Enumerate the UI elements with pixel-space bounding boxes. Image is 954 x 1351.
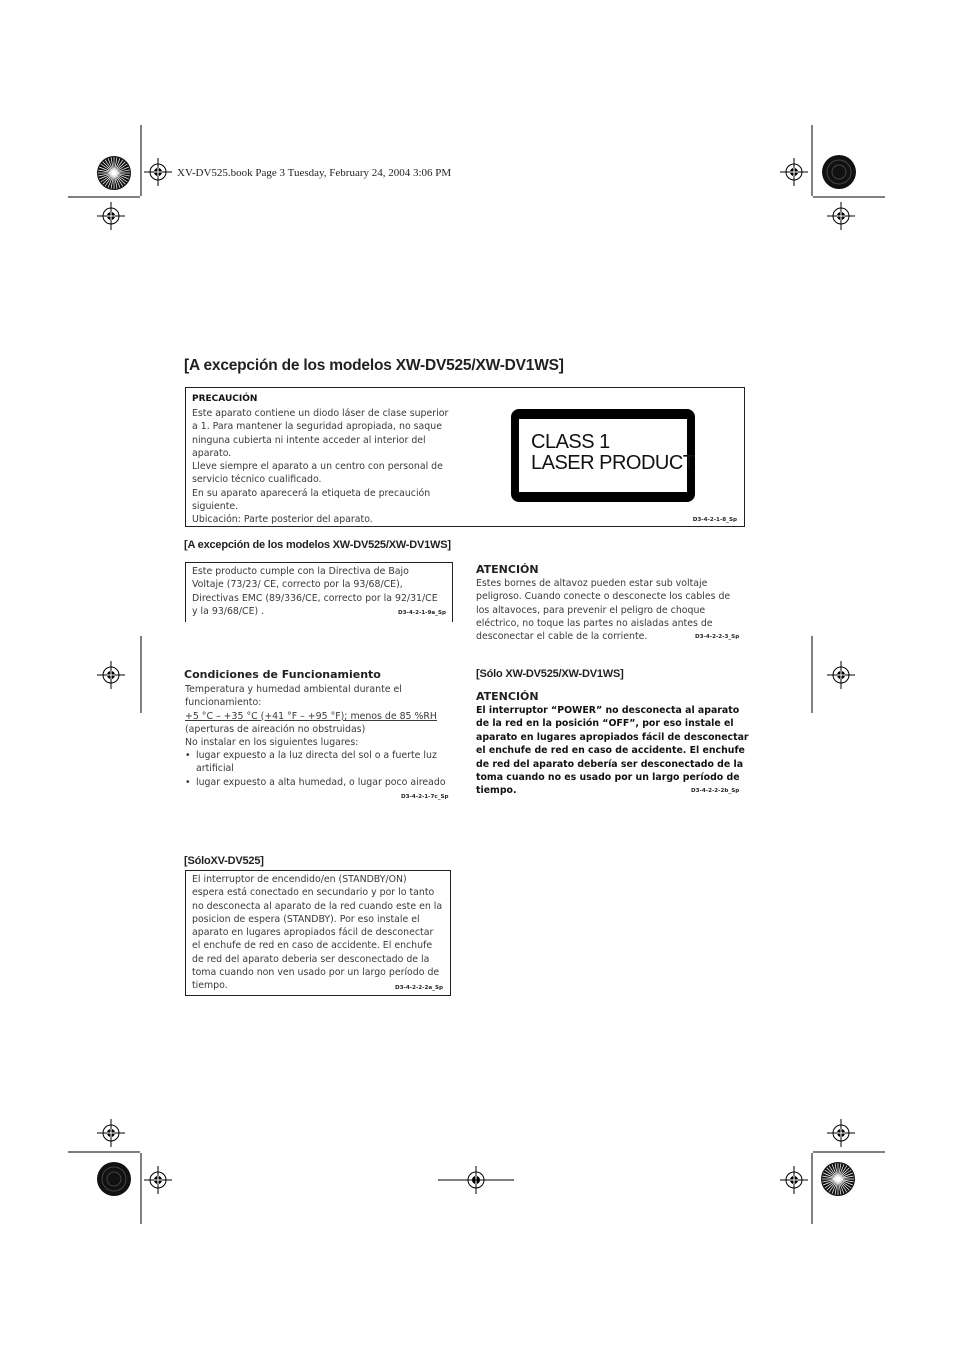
standby-title: [SóloXV-DV525] [184, 855, 264, 867]
precaution-line-8: siguiente. [192, 501, 239, 513]
precaution-text [192, 407, 448, 527]
atencion2-line-2: de la red en la posición “OFF”, por eso instale el [476, 718, 734, 730]
precaution-line-6: servicio técnico cualificado. [192, 474, 322, 486]
conditions-heading: Condiciones de Funcionamiento [184, 668, 381, 681]
atencion1-line-4: eléctrico, no toque las partes no aisladas antes de [476, 617, 713, 629]
precaution-line-1: Este aparato contiene un diodo láser de clase superior [192, 408, 449, 419]
bullet-text: lugar expuesto a la luz directa del sol o a fuerte luz [196, 750, 437, 761]
atencion1-line-2: peligroso. Cuando conecte o desconecte los cables de [476, 591, 731, 603]
bullet-text: artificial [196, 763, 234, 775]
precaution-line-4: aparato. [192, 447, 232, 459]
conditions-bullet-3 [185, 776, 446, 789]
compliance-line-4: y la 93/68/CE) . [192, 605, 265, 617]
precaution-code: D3-4-2-1-8_Sp [692, 517, 737, 523]
laser-label-line-1: CLASS 1 [531, 431, 610, 453]
atencion1-text [476, 577, 730, 643]
atencion2-line-4: el enchufe de red en caso de accidente. El enchufe [476, 745, 745, 757]
atencion1-line-3: los altavoces, para prevenir el peligro de choque [476, 604, 706, 616]
standby-line-7: de red del aparato deberia ser desconectado de la [192, 953, 430, 965]
standby-line-9: tiempo. [192, 980, 228, 992]
conditions-text [185, 683, 437, 749]
conditions-line-4: (aperturas de aireación no obstruidas) [185, 723, 366, 735]
section2-title: [A excepción de los modelos XW-DV525/XW-DV1WS] [184, 539, 451, 551]
laser-label-line-2: LASER PRODUCT [531, 452, 695, 474]
precaution-line-7: En su aparato aparecerá la etiqueta de precaución [192, 487, 431, 499]
atencion2-heading: ATENCIÓN [476, 690, 539, 703]
atencion1-heading: ATENCIÓN [476, 563, 539, 576]
standby-line-2: espera está conectado en secundario y por lo tanto [192, 887, 435, 899]
atencion1-code: D3-4-2-2-3_Sp [695, 634, 740, 640]
conditions-line-2: funcionamiento: [185, 697, 262, 709]
compliance-line-3: Directivas EMC (89/336/CE, correcto por la 92/31/CE [192, 592, 438, 604]
atencion1-line-5: desconectar el cable de la corriente. [476, 631, 648, 643]
atencion2-line-5: de red del aparato debería ser desconectado de la [476, 758, 744, 770]
file-header: XV-DV525.book Page 3 Tuesday, February 24, 2004 3:06 PM [177, 167, 452, 179]
atencion2-line-1: El interruptor “POWER” no desconecta al aparato [476, 705, 740, 716]
conditions-line-5: No instalar en los siguientes lugares: [185, 737, 359, 749]
standby-box [185, 870, 451, 996]
conditions-code: D3-4-2-1-7c_Sp [401, 794, 449, 800]
standby-line-4: posicion de espera (STANDBY). Por eso instale el [192, 913, 420, 925]
atencion2-text [476, 704, 749, 798]
precaution-line-2: a 1. Para mantener la seguridad apropiada, no saque [192, 421, 442, 433]
bullet-dot-icon: • [185, 776, 191, 788]
atencion2-line-6: toma cuando no es usado por un largo período de [476, 772, 740, 784]
precaution-heading: PRECAUCIÓN [192, 394, 258, 404]
atencion2-title: [Sólo XW-DV525/XW-DV1WS] [476, 668, 624, 680]
standby-line-6: el enchufe de red en caso de accidente. El enchufe [192, 940, 433, 952]
compliance-code: D3-4-2-1-9a_Sp [398, 610, 446, 616]
atencion2-line-3: aparato en lugares apropiados fácil de desconectar [476, 731, 749, 743]
conditions-line-1: Temperatura y humedad ambiental durante el [185, 684, 402, 695]
precaution-line-3: ninguna cubierta ni intente acceder al interior del [192, 434, 426, 446]
standby-line-3: no desconecta al aparato de la red cuando este en la [192, 900, 443, 912]
precaution-line-5: Lleve siempre el aparato a un centro con personal de [192, 461, 443, 473]
section1-title: [A excepción de los modelos XW-DV525/XW-DV1WS] [184, 357, 564, 374]
precaution-line-9: Ubicación: Parte posterior del aparato. [192, 514, 373, 526]
standby-line-5: aparato en lugares apropiados fácil de desconectar [192, 927, 434, 939]
conditions-bullet-2 [185, 762, 446, 775]
conditions-bullet-1 [185, 749, 446, 762]
laser-product-label [511, 409, 695, 502]
standby-text [192, 873, 442, 993]
compliance-line-2: Voltaje (73/23/ CE, correcto por la 93/68/CE), [192, 579, 403, 591]
standby-code: D3-4-2-2-2a_Sp [395, 985, 443, 991]
bullet-text: lugar expuesto a alta humedad, o lugar poco aireado [196, 776, 446, 788]
bullet-dot-icon: • [185, 750, 191, 761]
standby-line-8: toma cuando non ven usado por un largo período de [192, 967, 440, 979]
atencion1-line-1: Estes bornes de altavoz pueden estar sub voltaje [476, 578, 708, 589]
compliance-box [185, 562, 453, 622]
standby-line-1: El interruptor de encendido/en (STANDBY/ON) [192, 874, 407, 885]
laser-label-text [531, 432, 695, 474]
atencion2-line-7: tiempo. [476, 785, 517, 797]
conditions-line-3: +5 °C – +35 °C (+41 °F – +95 °F); menos de 85 %RH [185, 710, 437, 722]
conditions-bullets [185, 749, 446, 789]
compliance-line-1: Este producto cumple con la Directiva de Bajo [192, 566, 409, 577]
atencion2-code: D3-4-2-2-2b_Sp [691, 788, 740, 794]
